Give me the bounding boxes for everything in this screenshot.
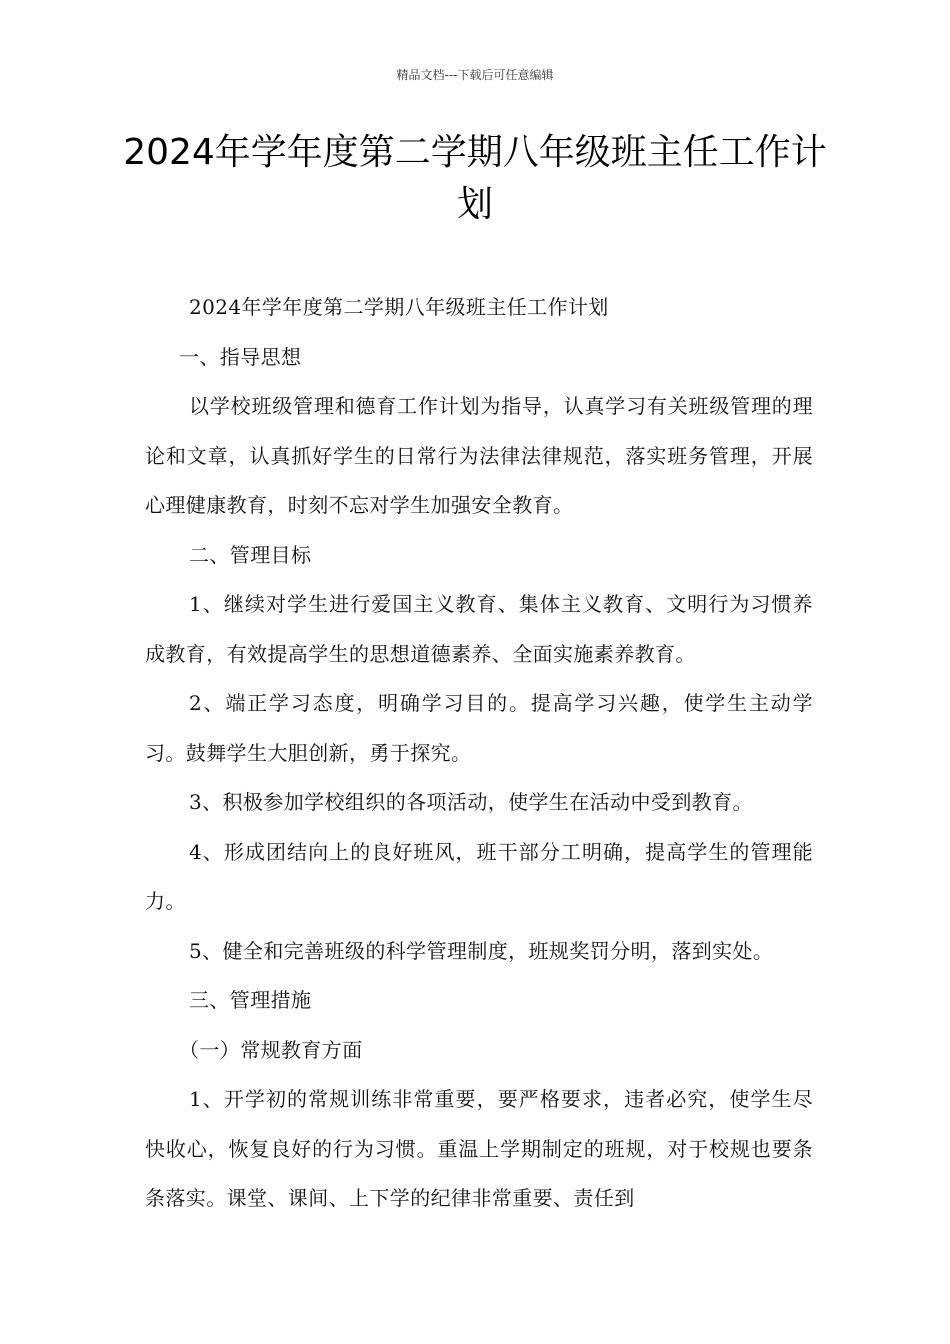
measure-item-1: 1、开学初的常规训练非常重要，要严格要求，违者必究，使学生尽快收心，恢复良好的行为习惯。重温上学期制定的班规，对于校规也要条条落实。课堂、课间、上下学的纪律非常重要、责任到 — [145, 1087, 813, 1210]
paragraph-guiding-thought: 以学校班级管理和德育工作计划为指导，认真学习有关班级管理的理论和文章，认真抓好学生的日常行为法律法律规范，落实班务管理，开展心理健康教育，时刻不忘对学生加强安全教育。 — [145, 394, 813, 517]
subsection-heading-routine-education: （一）常规教育方面 — [179, 1037, 363, 1062]
section-heading-management-measures: 三、管理措施 — [189, 988, 312, 1012]
subtitle-paragraph: 2024年学年度第二学期八年级班主任工作计划 — [189, 295, 609, 319]
section-heading-guiding-thought: 一、指导思想 — [179, 344, 302, 369]
goal-item-2: 2、端正学习态度，明确学习目的。提高学习兴趣，使学生主动学习。鼓舞学生大胆创新，勇于探究。 — [145, 691, 813, 765]
document-title: 2024年学年度第二学期八年级班主任工作计划 — [123, 132, 827, 225]
section-heading-management-goals: 二、管理目标 — [189, 542, 312, 567]
header-note: 精品文档---下载后可任意编辑 — [396, 68, 554, 82]
goal-item-4: 4、形成团结向上的良好班风，班干部分工明确，提高学生的管理能力。 — [145, 839, 813, 913]
document-body — [145, 283, 813, 1224]
goal-item-1: 1、继续对学生进行爱国主义教育、集体主义教育、文明行为习惯养成教育，有效提高学生的思想道德素养、全面实施素养教育。 — [145, 592, 813, 666]
goal-item-3: 3、积极参加学校组织的各项活动，使学生在活动中受到教育。 — [189, 790, 753, 814]
goal-item-5: 5、健全和完善班级的科学管理制度，班规奖罚分明，落到实处。 — [189, 938, 774, 963]
